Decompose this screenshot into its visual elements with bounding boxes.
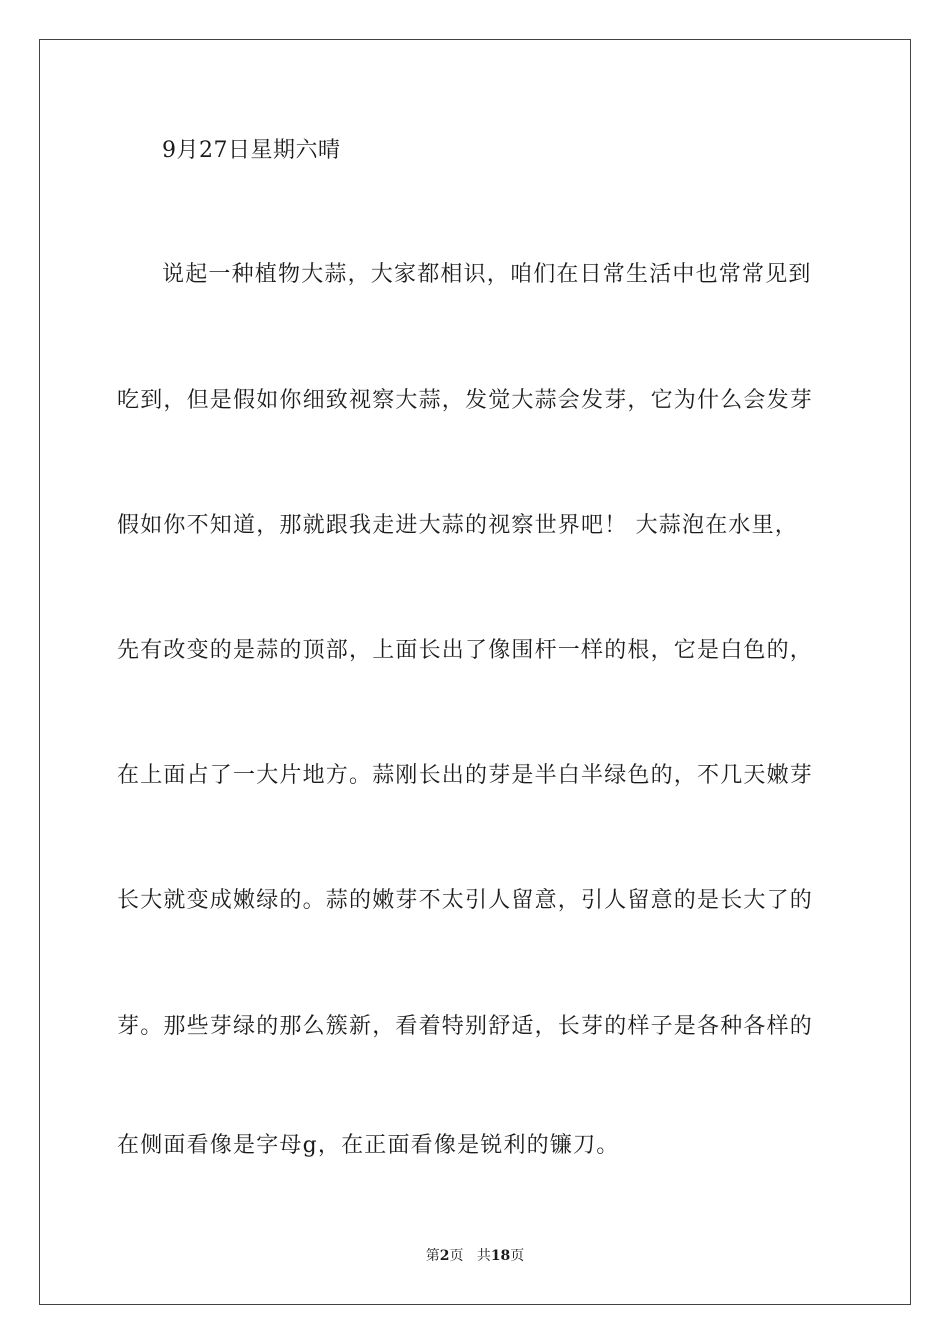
- paragraph-line-6: 长大就变成嫩绿的。蒜的嫩芽不太引人留意，引人留意的是长大了的: [117, 888, 814, 913]
- paragraph-line-5: 在上面占了一大片地方。蒜刚长出的芽是半白半绿色的，不几天嫩芽: [117, 763, 814, 788]
- paragraph-line-2: 吃到，但是假如你细致视察大蒜，发觉大蒜会发芽，它为什么会发芽: [117, 388, 814, 413]
- footer-total-pages: 18: [490, 1248, 511, 1264]
- footer-total-suffix: 页: [510, 1248, 525, 1264]
- footer-page-prefix: 第: [425, 1248, 440, 1264]
- diary-date-line: 9月27日星期六晴: [162, 138, 341, 163]
- paragraph-line-4: 先有改变的是蒜的顶部，上面长出了像围杆一样的根，它是白色的，: [117, 638, 814, 663]
- footer-page-suffix: 页: [449, 1248, 464, 1264]
- paragraph-line-7: 芽。那些芽绿的那么簇新，看着特别舒适，长芽的样子是各种各样的: [117, 1014, 814, 1039]
- paragraph-line-8: 在侧面看像是字母g，在正面看像是锐利的镰刀。: [117, 1133, 620, 1158]
- footer-page-number: 2: [439, 1248, 450, 1264]
- paragraph-line-1: 说起一种植物大蒜，大家都相识，咱们在日常生活中也常常见到: [162, 262, 812, 287]
- paragraph-line-3: 假如你不知道，那就跟我走进大蒜的视察世界吧！ 大蒜泡在水里，: [117, 513, 798, 538]
- page-border: [39, 39, 911, 1305]
- page-footer: [0, 1246, 950, 1266]
- footer-total-prefix: 共: [476, 1248, 491, 1264]
